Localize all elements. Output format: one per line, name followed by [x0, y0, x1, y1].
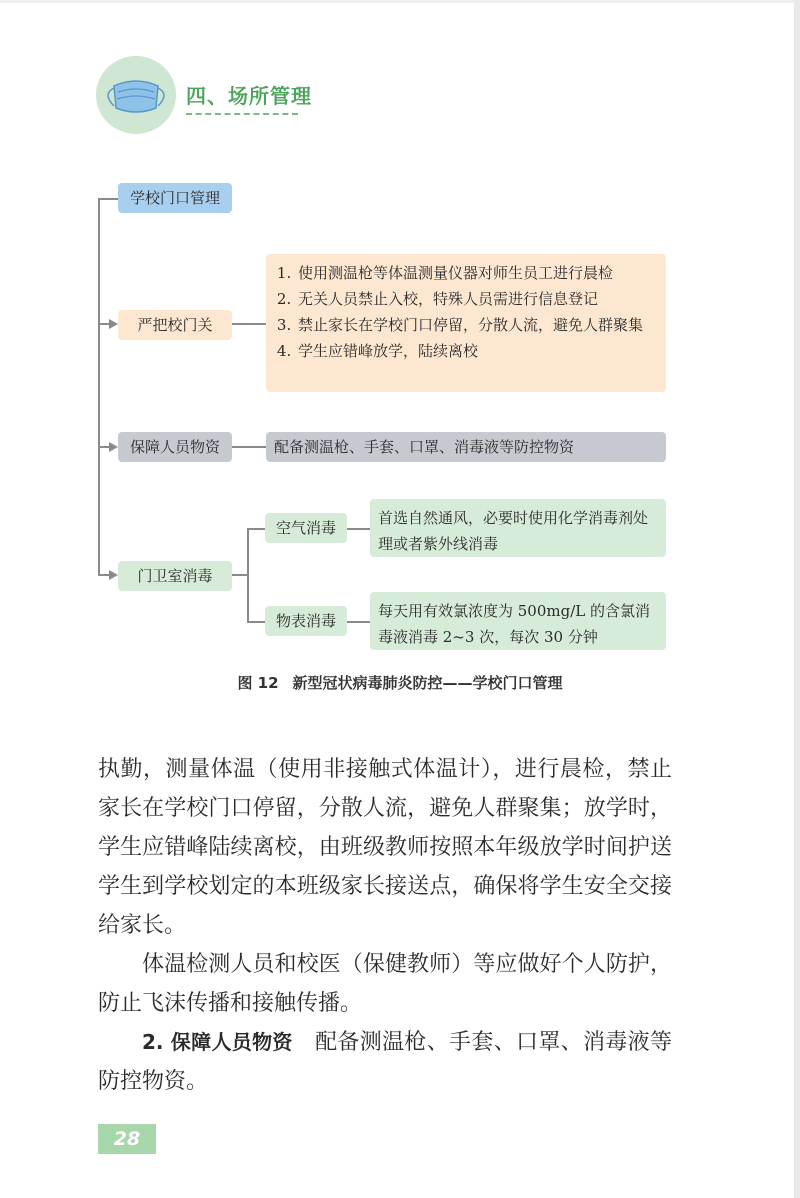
surface-node: 物表消毒 [265, 606, 347, 636]
section-title-underline [186, 113, 298, 115]
paragraph-3-text: 配备测温枪、手套、口罩、消毒液等防控物资。 [98, 1030, 672, 1094]
tree-trunk-line [98, 198, 100, 576]
disinfect-sub-trunk [247, 528, 249, 622]
air-node: 空气消毒 [265, 513, 347, 543]
gate-item: 3. 禁止家长在学校门口停留，分散人流，避免人群聚集 [296, 312, 658, 338]
gate-detail-connector [232, 323, 268, 325]
gate-item: 2. 无关人员禁止入校，特殊人员需进行信息登记 [296, 286, 658, 312]
gate-detail-box [266, 254, 666, 392]
root-node: 学校门口管理 [118, 183, 232, 213]
disinfect-node: 门卫室消毒 [118, 561, 232, 591]
page-right-edge [794, 0, 800, 1198]
paragraph-2: 体温检测人员和校医（保健教师）等应做好个人防护，防止飞沫传播和接触传播。 [98, 952, 672, 1016]
paragraph-3 [98, 1023, 672, 1101]
air-connector [247, 528, 265, 530]
supplies-arrow-icon [109, 442, 118, 452]
gate-node: 严把校门关 [118, 310, 232, 340]
face-mask-icon [96, 56, 176, 134]
gate-item-list [274, 260, 658, 364]
supplies-node: 保障人员物资 [118, 432, 232, 462]
root-connector [98, 198, 118, 200]
disinfect-arrow-icon [109, 570, 118, 580]
figure-caption [0, 672, 800, 693]
section-title: 四、场所管理 [186, 84, 312, 108]
figure-number: 图 12 [237, 674, 279, 692]
page-top-edge [0, 0, 800, 3]
supplies-detail: 配备测温枪、手套、口罩、消毒液等防控物资 [266, 432, 666, 462]
disinfect-sub-connector [232, 574, 248, 576]
surface-detail-connector [346, 621, 370, 623]
paragraph-3-heading: 2. 保障人员物资 [142, 1030, 293, 1054]
supplies-detail-connector [232, 446, 268, 448]
gate-item: 4. 学生应错峰放学，陆续离校 [296, 338, 658, 364]
body-text [98, 750, 672, 1101]
figure-caption-text: 新型冠状病毒肺炎防控——学校门口管理 [292, 674, 563, 692]
surface-connector [247, 621, 265, 623]
gate-arrow-icon [109, 319, 118, 329]
surface-detail: 每天用有效氯浓度为 500mg/L 的含氯消毒液消毒 2~3 次，每次 30 分钟 [370, 592, 666, 650]
gate-item: 1. 使用测温枪等体温测量仪器对师生员工进行晨检 [296, 260, 658, 286]
paragraph-1: 执勤，测量体温（使用非接触式体温计），进行晨检，禁止家长在学校门口停留，分散人流，避免人群聚集；放学时，学生应错峰陆续离校，由班级教师按照本年级放学时间护送学生到学校划定的本班级家长接送点，确保将学生安全交接给家长。 [98, 757, 672, 938]
air-detail: 首选自然通风，必要时使用化学消毒剂处理或者紫外线消毒 [370, 499, 666, 557]
page-number: 28 [98, 1124, 156, 1154]
air-detail-connector [346, 528, 370, 530]
